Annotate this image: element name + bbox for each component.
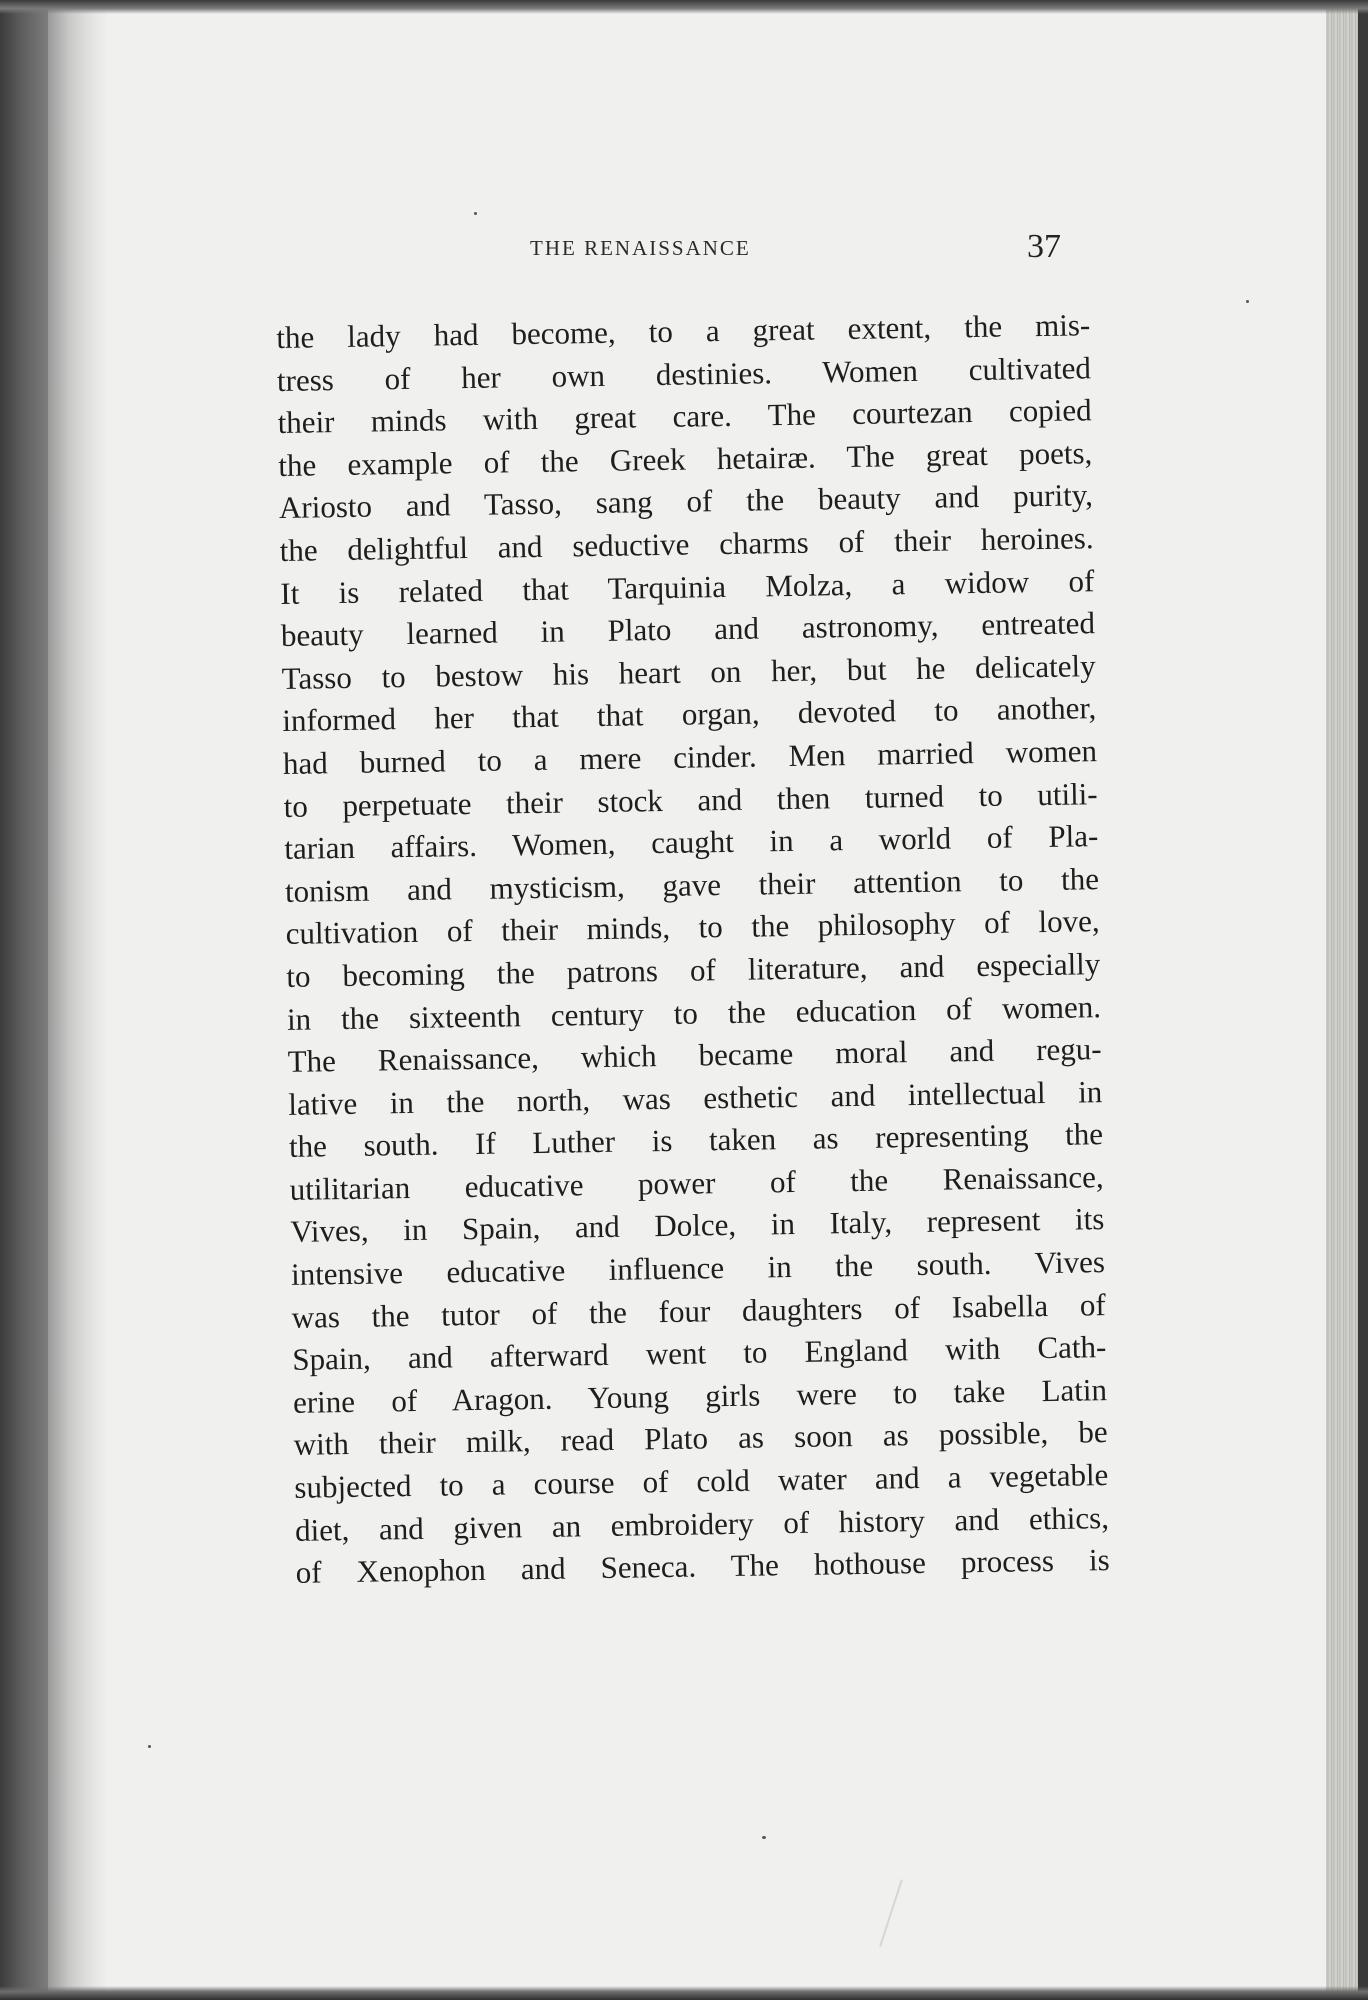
text-line: of Xenophon and Seneca. The hothouse process is: [295, 1542, 1110, 1591]
dust-speck: [762, 1836, 766, 1839]
text-line: the example of the Greek hetairæ. The great poets,: [278, 434, 1093, 483]
text-line: beauty learned in Plato and astronomy, entreated: [280, 605, 1096, 654]
dust-speck: [148, 1745, 151, 1748]
running-title: THE RENAISSANCE: [530, 236, 751, 260]
text-line: in the sixteenth century to the education of women.: [286, 988, 1102, 1037]
text-line: lative in the north, was esthetic and intellectual in: [288, 1073, 1103, 1122]
text-line: the delightful and seductive charms of their heroines.: [279, 520, 1094, 568]
text-line: was the tutor of the four daughters of Isabella of: [291, 1286, 1106, 1335]
text-line: utilitarian educative power of the Renaissance,: [289, 1158, 1104, 1207]
text-line: The Renaissance, which became moral and regu-: [287, 1031, 1102, 1079]
text-line: intensive educative influence in the south. Vives: [290, 1244, 1106, 1292]
text-line: their minds with great care. The courtezan copied: [277, 392, 1092, 441]
text-line: It is related that Tarquinia Molza, a widow of: [280, 562, 1095, 611]
text-line: subjected to a course of cold water and a vegetable: [294, 1457, 1109, 1505]
text-line: tarian affairs. Women, caught in a world of Pla-: [284, 818, 1099, 867]
scan-border-top: [0, 0, 1368, 14]
text-line: the lady had become, to a great extent, the mis-: [276, 307, 1091, 355]
gutter-shadow: [48, 0, 108, 2000]
text-line: informed her that that organ, devoted to another,: [282, 690, 1097, 739]
dust-speck: [1246, 300, 1249, 303]
text-line: had burned to a mere cinder. Men married women: [282, 733, 1098, 781]
text-line: to becoming the patrons of literature, and especially: [286, 946, 1101, 994]
binding-gutter: [0, 0, 48, 2000]
text-line: tress of her own destinies. Women cultivated: [276, 349, 1092, 398]
text-line: the south. If Luther is taken as representing the: [288, 1116, 1104, 1165]
dust-speck: [474, 212, 477, 215]
text-line: to perpetuate their stock and then turned to utili-: [283, 775, 1098, 824]
text-line: tonism and mysticism, gave their attention to the: [284, 860, 1100, 909]
text-line: Spain, and afterward went to England with Cath-: [292, 1329, 1107, 1378]
text-line: Tasso to bestow his heart on her, but he delicately: [281, 647, 1096, 696]
text-line: diet, and given an embroidery of history and ethics,: [294, 1499, 1110, 1548]
text-line: cultivation of their minds, to the philosophy of love,: [285, 903, 1100, 952]
text-line: erine of Aragon. Young girls were to take Latin: [292, 1371, 1108, 1420]
running-head: [275, 228, 1065, 272]
page-number: 37: [1027, 228, 1061, 265]
scan-border-bottom: [0, 1986, 1368, 2000]
text-line: Vives, in Spain, and Dolce, in Italy, represent its: [290, 1201, 1105, 1250]
scan-scratch: [879, 1879, 903, 1946]
text-line: Ariosto and Tasso, sang of the beauty and purity,: [278, 477, 1094, 526]
text-line: with their milk, read Plato as soon as possible, be: [293, 1414, 1108, 1463]
body-text: [276, 304, 1110, 1594]
scan-border-right: [1358, 0, 1368, 2000]
